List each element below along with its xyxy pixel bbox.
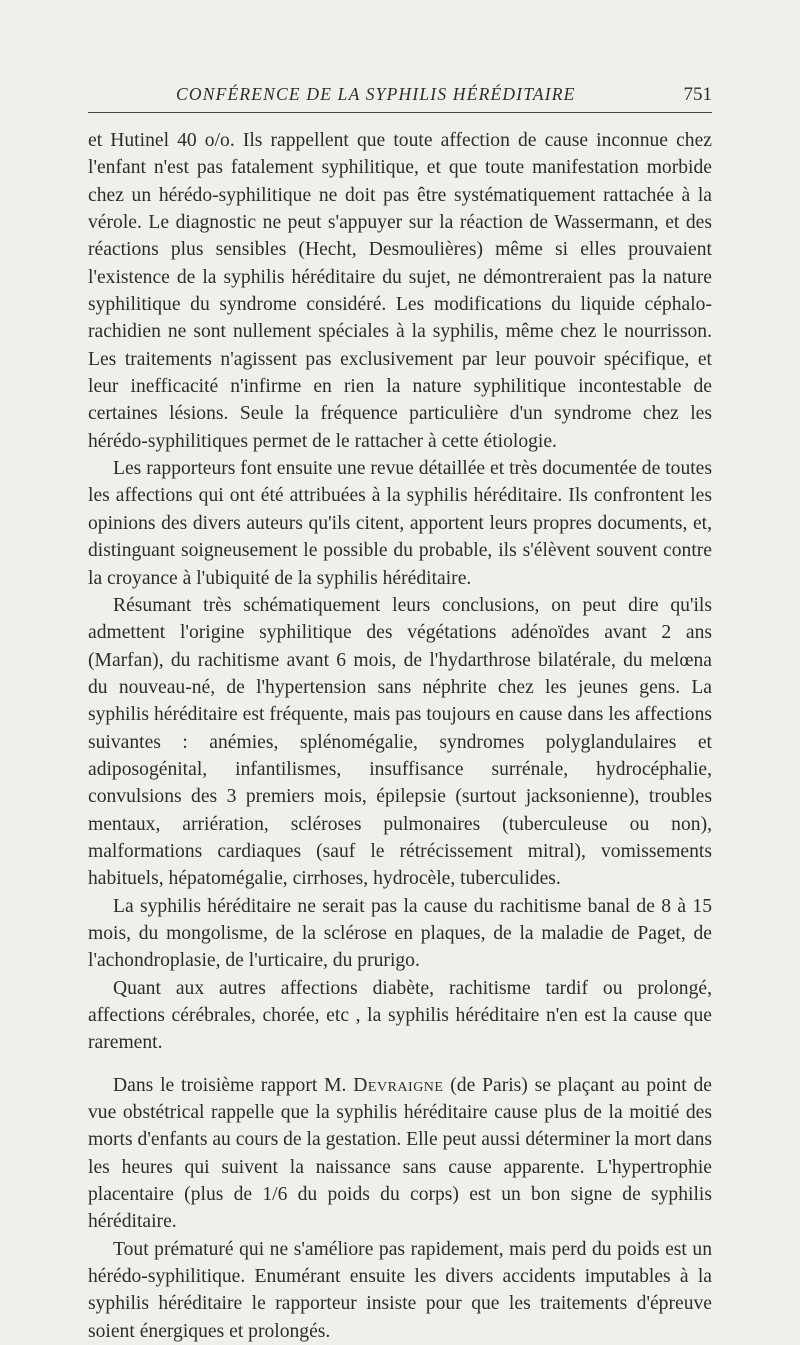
body-text [88, 127, 712, 1345]
paragraph-third-report [88, 1072, 712, 1236]
author-name: Devraigne [353, 1074, 444, 1096]
page-number: 751 [683, 84, 712, 105]
paragraph-final: Tout prématuré qui ne s'améliore pas rapidement, mais perd du poids est un hérédo-syphilitique. Enumérant ensuite les divers accidents imputables à la syphilis héréditaire le rapporteur insiste pour que les traitements d'épreuve soient énergiques et prolongés. [88, 1238, 712, 1342]
paragraph-continuation: et Hutinel 40 o/o. Ils rappellent que toute affection de cause inconnue chez l'enfant n'est pas fatalement syphilitique, et que toute manifestation morbide chez un hérédo-syphilitique ne doit pas être systématiquement rattachée à la vérole. Le diagnostic ne peut s'appuyer sur la réaction de Wassermann, et des réactions plus sensibles (Hecht, Desmoulières) même si elles prouvaient l'existence de la syphilis héréditaire du sujet, ne démontreraient pas la nature syphilitique du syndrome considéré. Les modifications du liquide céphalo-rachidien ne sont nullement spéciales à la syphilis, même chez le nourrisson. Les traitements n'agissent pas exclusivement par leur pouvoir spécifique, et leur inefficacité n'infirme en rien la nature syphilitique incontestable de certaines lésions. Seule la fréquence particulière d'un syndrome chez les hérédo-syphilitiques permet de le rattacher à cette étiologie. [88, 130, 712, 452]
page-header [88, 82, 712, 112]
header-rule [88, 112, 712, 113]
third-report-rest: (de Paris) se plaçant au point de vue obstétrical rappelle que la syphilis héréditaire cause plus de la moitié des morts d'enfants au cours de la gestation. Elle peut aussi déterminer la mort dans les heures qui suivent la naissance sans cause apparente. L'hypertrophie placentaire (plus de 1/6 du poids du corps) est un bon signe de syphilis héréditaire. [88, 1074, 712, 1233]
paragraph-exclusions: La syphilis héréditaire ne serait pas la cause du rachitisme banal de 8 à 15 mois, du mongolisme, de la sclérose en plaques, de la maladie de Paget, de l'achondroplasie, de l'urticaire, du prurigo. [88, 895, 712, 972]
paragraph-rapporteurs: Les rapporteurs font ensuite une revue détaillée et très documentée de toutes les affections qui ont été attribuées à la syphilis héréditaire. Ils confrontent les opinions des divers auteurs qu'ils citent, apportent leurs propres documents, et, distinguant soigneusement le possible du probable, ils s'élèvent souvent contre la croyance à l'ubiquité de la syphilis héréditaire. [88, 458, 713, 589]
paragraph-rare-causes: Quant aux autres affections diabète, rachitisme tardif ou prolongé, affections cérébrales, chorée, etc , la syphilis héréditaire n'en est la cause que rarement. [88, 977, 712, 1054]
third-report-lead: Dans le troisième rapport M. [113, 1074, 354, 1096]
paragraph-conclusions: Résumant très schématiquement leurs conclusions, on peut dire qu'ils admettent l'origine syphilitique des végétations adénoïdes avant 2 ans (Marfan), du rachitisme avant 6 mois, de l'hydarthrose bilatérale, du melœna du nouveau-né, de l'hypertension sans néphrite chez les jeunes gens. La syphilis héréditaire est fréquente, mais pas toujours en cause dans les affections suivantes : anémies, splénomégalie, syndromes polyglandulaires et adiposogénital, infantilismes, insuffisance surrénale, hydrocéphalie, convulsions des 3 premiers mois, épilepsie (surtout jacksonienne), troubles mentaux, arriération, scléroses pulmonaires (tuberculeuse ou non), malformations cardiaques (sauf le rétrécissement mitral), vomissements habituels, hépatomégalie, cirrhoses, hydrocèle, tuberculides. [88, 594, 712, 890]
running-title: CONFÉRENCE DE LA SYPHILIS HÉRÉDITAIRE [176, 84, 576, 104]
